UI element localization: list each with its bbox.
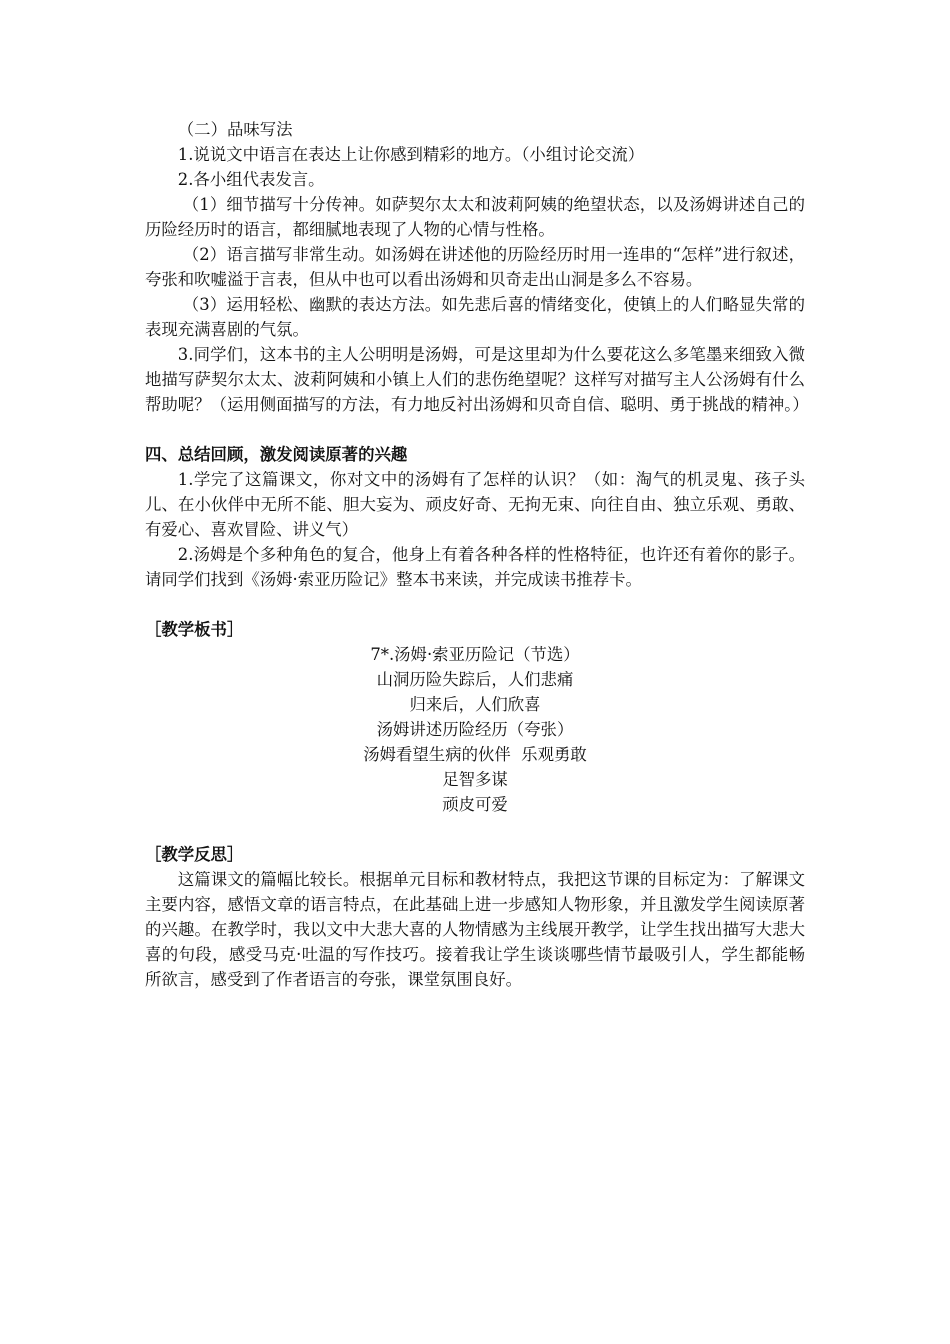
spacer <box>145 817 805 842</box>
spacer <box>145 417 805 442</box>
section-four-title: 四、总结回顾，激发阅读原著的兴趣 <box>145 445 408 464</box>
reflection-title: ［教学反思］ <box>145 845 244 864</box>
paragraph: （3）运用轻松、幽默的表达方法。如先悲后喜的情绪变化，使镇上的人们略显失常的表现充满喜剧的气氛。 <box>145 295 805 339</box>
document-body <box>145 117 809 992</box>
board-line: 汤姆看望生病的伙伴 乐观勇敢 <box>363 745 587 764</box>
board-line: 归来后，人们欣喜 <box>409 695 541 714</box>
board-title: ［教学板书］ <box>145 620 244 639</box>
paragraph: 3.同学们，这本书的主人公明明是汤姆，可是这里却为什么要花这么多笔墨来细致入微地描写萨契尔太太、波莉阿姨和小镇上人们的悲伤绝望呢？这样写对描写主人公汤姆有什么帮助呢？（运用侧面描写的方法，有力地反衬出汤姆和贝奇自信、聪明、勇于挑战的精神。） <box>145 345 809 414</box>
board-line: 山洞历险失踪后，人们悲痛 <box>376 670 574 689</box>
board-line: 7*.汤姆·索亚历险记（节选） <box>370 645 580 664</box>
paragraph: 1.学完了这篇课文，你对文中的汤姆有了怎样的认识？（如：淘气的机灵鬼、孩子头儿、在小伙伴中无所不能、胆大妄为、顽皮好奇、无拘无束、向往自由、独立乐观、勇敢、有爱心、喜欢冒险、讲义气） <box>145 470 805 539</box>
section-two-title: （二）品味写法 <box>177 120 293 139</box>
paragraph: 2.各小组代表发言。 <box>177 170 325 189</box>
paragraph: （2）语言描写非常生动。如汤姆在讲述他的历险经历时用一连串的“怎样”进行叙述，夸张和吹嘘溢于言表，但从中也可以看出汤姆和贝奇走出山洞是多么不容易。 <box>145 245 805 289</box>
board-line: 足智多谋 <box>442 770 508 789</box>
board-line: 汤姆讲述历险经历（夸张） <box>376 720 574 739</box>
board-line: 顽皮可爱 <box>442 795 508 814</box>
reflection-paragraph: 这篇课文的篇幅比较长。根据单元目标和教材特点，我把这节课的目标定为：了解课文主要内容，感悟文章的语言特点，在此基础上进一步感知人物形象，并且激发学生阅读原著的兴趣。在教学时，我以文中大悲大喜的人物情感为主线展开教学，让学生找出描写大悲大喜的句段，感受马克·吐温的写作技巧。接着我让学生谈谈哪些情节最吸引人，学生都能畅所欲言，感受到了作者语言的夸张，课堂氛围良好。 <box>145 870 805 989</box>
blackboard-notes <box>145 642 805 817</box>
paragraph: 2.汤姆是个多种角色的复合，他身上有着各种各样的性格特征，也许还有着你的影子。请同学们找到《汤姆·索亚历险记》整本书来读，并完成读书推荐卡。 <box>145 545 805 589</box>
paragraph: 1.说说文中语言在表达上让你感到精彩的地方。（小组讨论交流） <box>177 145 645 164</box>
paragraph: （1）细节描写十分传神。如萨契尔太太和波莉阿姨的绝望状态，以及汤姆讲述自己的历险经历时的语言，都细腻地表现了人物的心情与性格。 <box>145 195 805 239</box>
spacer <box>145 592 805 617</box>
